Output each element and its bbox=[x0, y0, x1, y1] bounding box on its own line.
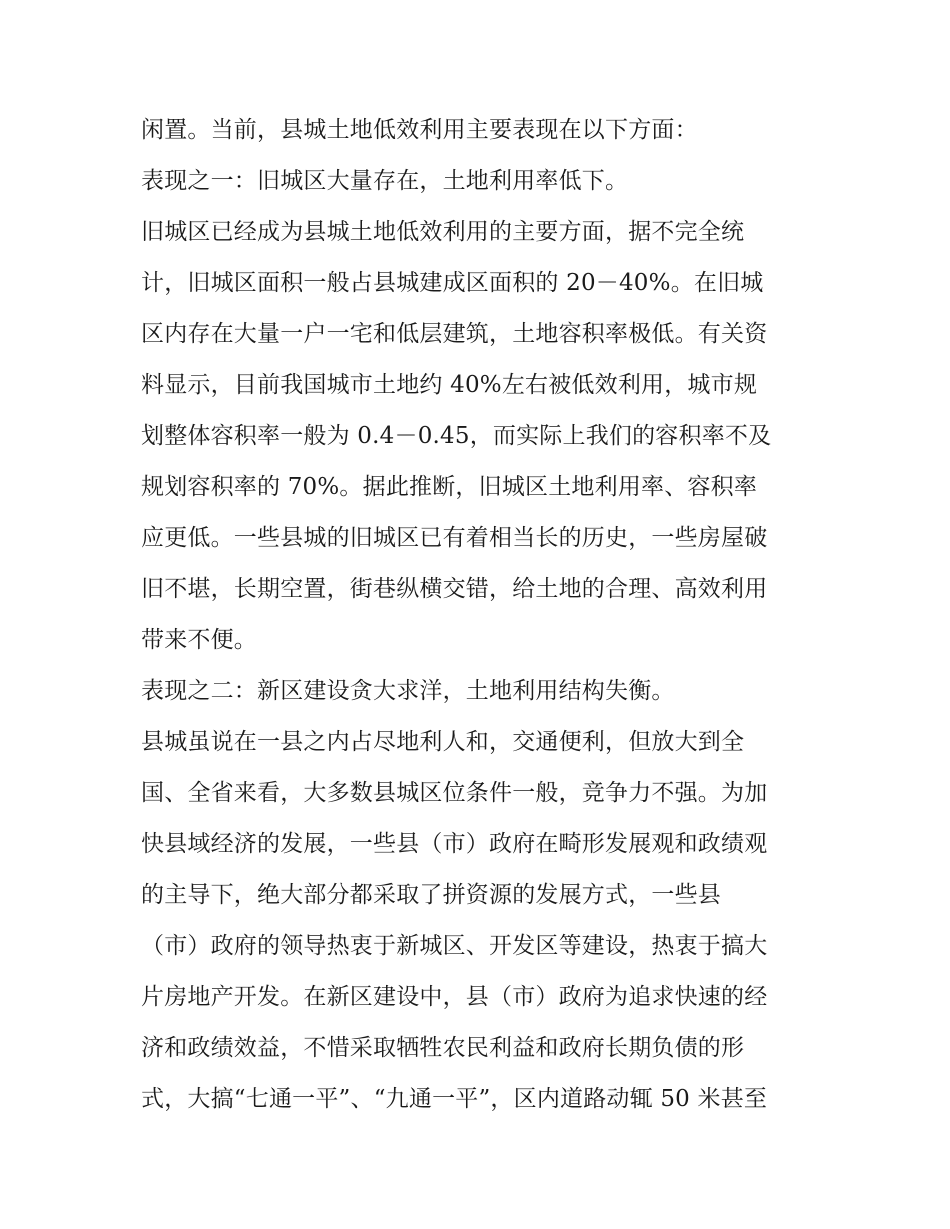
text-line: 闲置。当前，县城土地低效利用主要表现在以下方面： bbox=[141, 117, 698, 143]
text-line: 式，大搞“七通一平”、“九通一平”，区内道路动辄 50 米甚至 bbox=[141, 1086, 768, 1112]
section-heading-line: 表现之二：新区建设贪大求洋，土地利用结构失衡。 bbox=[141, 678, 675, 704]
body-text bbox=[141, 105, 821, 1125]
text-line: （市）政府的领导热衷于新城区、开发区等建设，热衷于搞大 bbox=[141, 933, 768, 959]
text-line: 国、全省来看，大多数县城区位条件一般，竞争力不强。为加 bbox=[141, 780, 768, 806]
section-heading-line: 表现之一：旧城区大量存在，土地利用率低下。 bbox=[141, 168, 629, 194]
text-line: 快县域经济的发展，一些县（市）政府在畸形发展观和政绩观 bbox=[141, 831, 768, 857]
text-line: 县城虽说在一县之内占尽地利人和，交通便利，但放大到全 bbox=[141, 729, 745, 755]
text-line: 旧不堪，长期空置，街巷纵横交错，给土地的合理、高效利用 bbox=[141, 576, 768, 602]
text-line: 料显示，目前我国城市土地约 40%左右被低效利用，城市规 bbox=[141, 372, 758, 398]
text-line: 带来不便。 bbox=[141, 627, 257, 653]
text-line: 计，旧城区面积一般占县城建成区面积的 20－40%。在旧城 bbox=[141, 270, 764, 296]
text-line: 济和政绩效益，不惜采取牺牲农民利益和政府长期负债的形 bbox=[141, 1035, 745, 1061]
text-line: 的主导下，绝大部分都采取了拼资源的发展方式，一些县 bbox=[141, 882, 721, 908]
text-line: 规划容积率的 70%。据此推断，旧城区土地利用率、容积率 bbox=[141, 474, 758, 500]
text-line: 划整体容积率一般为 0.4－0.45，而实际上我们的容积率不及 bbox=[141, 423, 772, 449]
text-line: 区内存在大量一户一宅和低层建筑，土地容积率极低。有关资 bbox=[141, 321, 768, 347]
text-line: 应更低。一些县城的旧城区已有着相当长的历史，一些房屋破 bbox=[141, 525, 768, 551]
text-line: 旧城区已经成为县城土地低效利用的主要方面，据不完全统 bbox=[141, 219, 745, 245]
text-line: 片房地产开发。在新区建设中，县（市）政府为追求快速的经 bbox=[141, 984, 768, 1010]
